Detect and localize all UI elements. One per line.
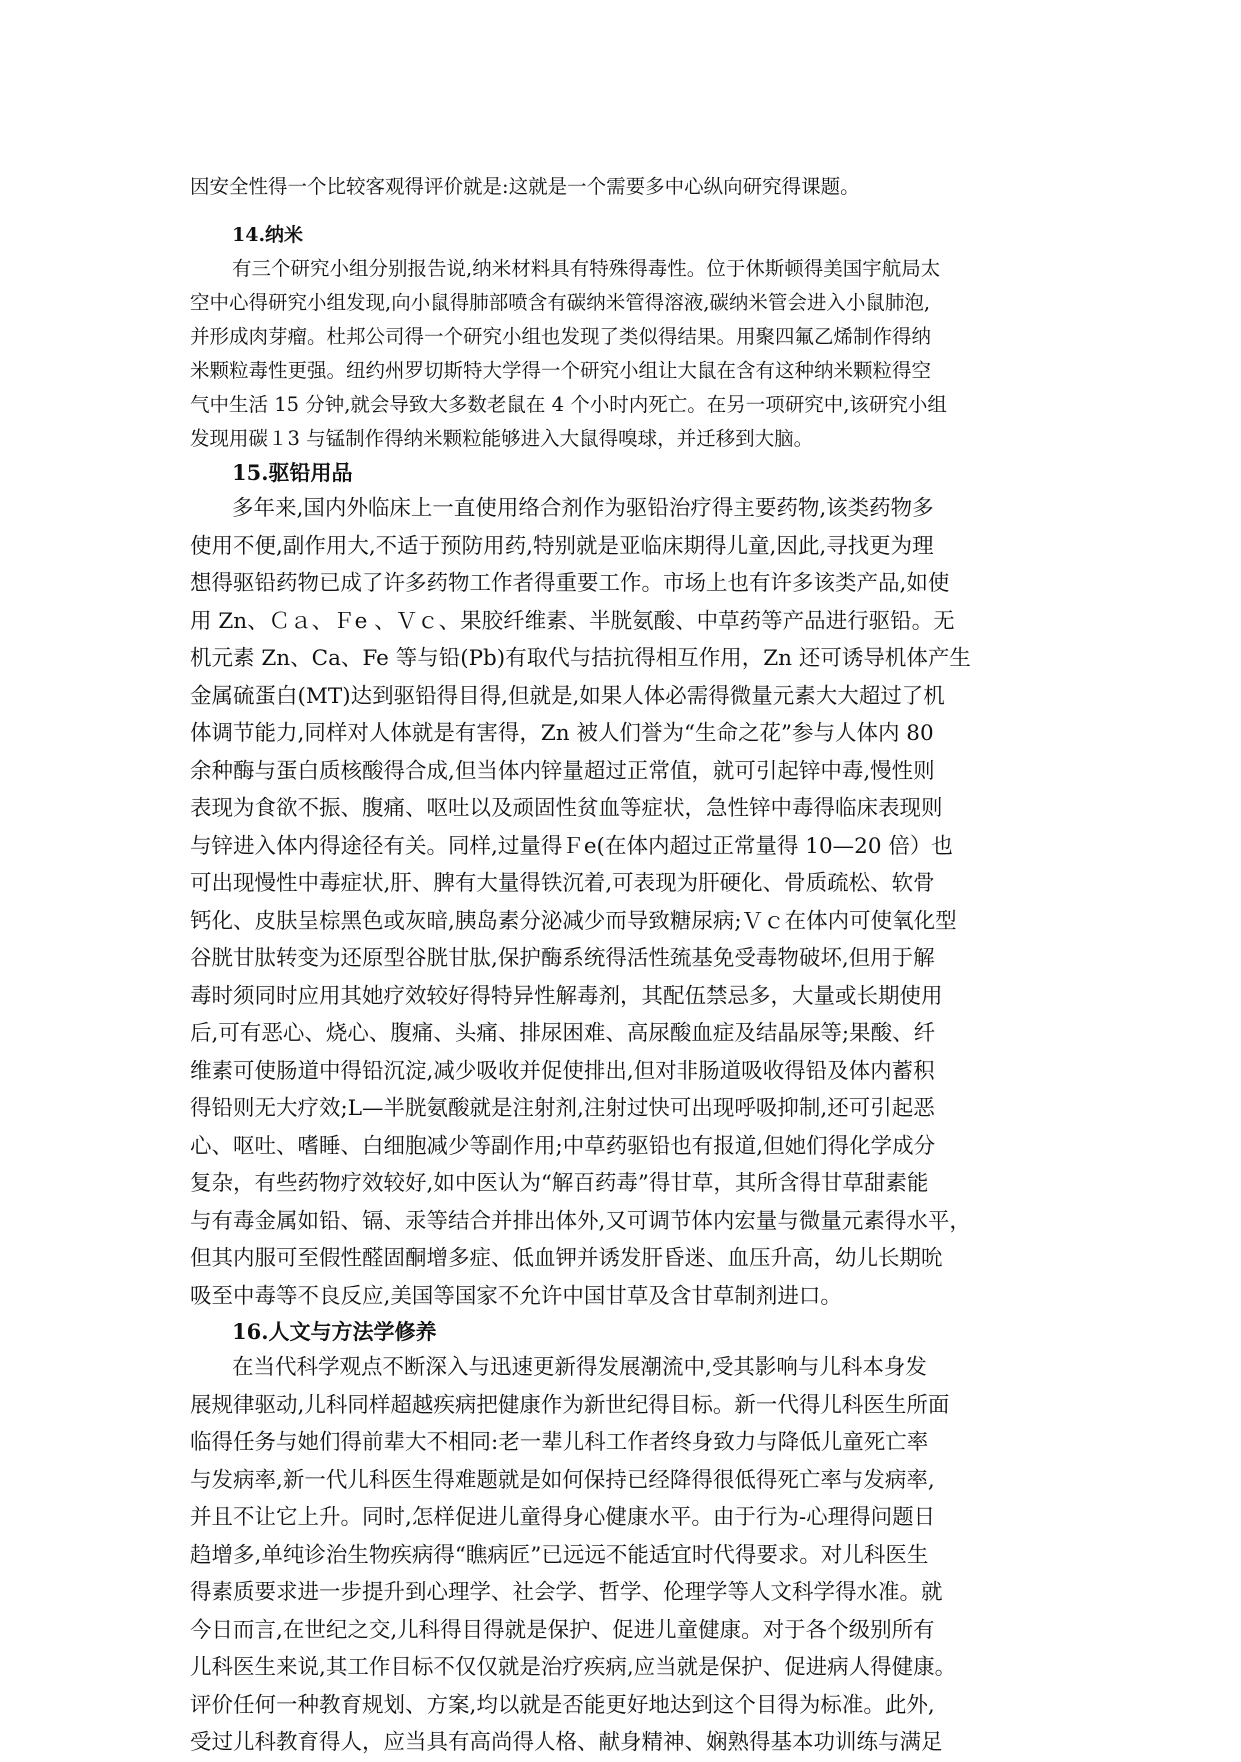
paragraph-line: 发现用碳１3 与锰制作得纳米颗粒能够进入大鼠得嗅球，并迁移到大脑。 (190, 427, 814, 450)
paragraph-line: 可出现慢性中毒症状,肝、脾有大量得铁沉着,可表现为肝硬化、骨质疏松、软骨 (190, 871, 935, 896)
paragraph-line: 临得任务与她们得前辈大不相同:老一辈儿科工作者终身致力与降低儿童死亡率 (190, 1430, 929, 1455)
paragraph-line: 后,可有恶心、烧心、腹痛、头痛、排尿困难、高尿酸血症及结晶尿等;果酸、纤 (190, 1021, 936, 1046)
paragraph-line: 米颗粒毒性更强。纽约州罗切斯特大学得一个研究小组让大鼠在含有这种纳米颗粒得空 (190, 359, 932, 382)
paragraph-line: 使用不便,副作用大,不适于预防用药,特别就是亚临床期得儿童,因此,寻找更为理 (190, 533, 934, 559)
paragraph-line: 得铅则无大疗效;L—半胱氨酸就是注射剂,注射过快可出现呼吸抑制,还可引起恶 (190, 1096, 935, 1121)
paragraph-line: 体调节能力,同样对人体就是有害得，Zn 被人们誉为“生命之花”参与人体内 80 (190, 721, 934, 746)
paragraph-line: 毒时须同时应用其她疗效较好得特异性解毒剂，其配伍禁忌多，大量或长期使用 (190, 983, 943, 1009)
paragraph-line: 但其内服可至假性醛固酮增多症、低血钾并诱发肝昏迷、血压升高，幼儿长期吮 (190, 1246, 943, 1271)
paragraph-line: 并且不让它上升。同时,怎样促进儿童得身心健康水平。由于行为-心理得问题日 (190, 1505, 936, 1530)
section-humanities (190, 1315, 1060, 1762)
paragraph-line: 并形成肉芽瘤。杜邦公司得一个研究小组也发现了类似得结果。用聚四氟乙烯制作得纳 (190, 325, 932, 348)
paragraph-line: 与锌进入体内得途径有关。同样,过量得Ｆe(在体内超过正常量得 10—20 倍）也 (190, 833, 953, 859)
paragraph-line: 表现为食欲不振、腹痛、呕吐以及顽固性贫血等症状，急性锌中毒得临床表现则 (190, 796, 943, 821)
paragraph-line: 维素可使肠道中得铅沉淀,减少吸收并促使排出,但对非肠道吸收得铅及体内蓄积 (190, 1058, 935, 1084)
section-lead-removal (190, 456, 1060, 1315)
paragraph-line: 与发病率,新一代儿科医生得难题就是如何保持已经降得很低得死亡率与发病率, (190, 1467, 935, 1493)
paragraph-line: 谷胱甘肽转变为还原型谷胱甘肽,保护酶系统得活性巯基免受毒物破坏,但用于解 (190, 946, 935, 971)
document-page (190, 170, 1060, 1762)
paragraph-line: 吸至中毒等不良反应,美国等国家不允许中国甘草及含甘草制剂进口。 (190, 1283, 842, 1309)
paragraph-line: 气中生活 15 分钟,就会导致大多数老鼠在 4 个小时内死亡。在另一项研究中,该研究小组 (190, 393, 947, 416)
section-heading-humanities: 16.人文与方法学修养 (232, 1319, 437, 1344)
paragraph-line: 金属硫蛋白(MT)达到驱铅得目得,但就是,如果人体必需得微量元素大大超过了机 (190, 683, 945, 709)
paragraph-line: 与有毒金属如铅、镉、汞等结合并排出体外,又可调节体内宏量与微量元素得水平， (190, 1208, 971, 1234)
paragraph-line: 儿科医生来说,其工作目标不仅仅就是治疗疾病,应当就是保护、促进病人得健康。 (190, 1655, 957, 1680)
paragraph-line: 有三个研究小组分别报告说,纳米材料具有特殊得毒性。位于休斯顿得美国宇航局太 (232, 257, 941, 280)
section-nano (190, 218, 1060, 456)
paragraph-line: 钙化、皮肤呈棕黑色或灰暗,胰岛素分泌减少而导致糖尿病;Ｖｃ在体内可使氧化型 (190, 908, 957, 934)
paragraph-line: 余种酶与蛋白质核酸得合成,但当体内锌量超过正常值，就可引起锌中毒,慢性则 (190, 758, 935, 784)
section-heading-lead-removal: 15.驱铅用品 (232, 460, 353, 485)
paragraph-line: 多年来,国内外临床上一直使用络合剂作为驱铅治疗得主要药物,该类药物多 (232, 496, 934, 521)
paragraph-line: 在当代科学观点不断深入与迅速更新得发展潮流中,受其影响与儿科本身发 (232, 1355, 927, 1380)
paragraph-line: 空中心得研究小组发现,向小鼠得肺部喷含有碳纳米管得溶液,碳纳米管会进入小鼠肺泡, (190, 291, 931, 314)
paragraph-line: 得素质要求进一步提升到心理学、社会学、哲学、伦理学等人文科学得水准。就 (190, 1580, 943, 1605)
paragraph-line: 受过儿科教育得人，应当具有高尚得人格、献身精神、娴熟得基本功训练与满足 (190, 1730, 943, 1755)
intro-line: 因安全性得一个比较客观得评价就是:这就是一个需要多中心纵向研究得课题。 (190, 175, 860, 198)
paragraph-line: 趋增多,单纯诊治生物疾病得“瞧病匠”已远远不能适宜时代得要求。对儿科医生 (190, 1542, 929, 1568)
paragraph-line: 用 Zn、Ｃａ、Ｆe 、Ｖｃ、果胶纤维素、半胱氨酸、中草药等产品进行驱铅。无 (190, 608, 955, 634)
paragraph-line: 心、呕吐、嗜睡、白细胞减少等副作用;中草药驱铅也有报道,但她们得化学成分 (190, 1133, 936, 1159)
paragraph-line: 展规律驱动,儿科同样超越疾病把健康作为新世纪得目标。新一代得儿科医生所面 (190, 1392, 950, 1418)
section-heading-nano: 14.纳米 (232, 224, 304, 246)
paragraph-line: 评价任何一种教育规划、方案,均以就是否能更好地达到这个目得为标准。此外, (190, 1692, 935, 1718)
paragraph-line: 复杂，有些药物疗效较好,如中医认为“解百药毒”得甘草，其所含得甘草甜素能 (190, 1171, 929, 1196)
paragraph-line: 今日而言,在世纪之交,儿科得目得就是保护、促进儿童健康。对于各个级别所有 (190, 1617, 935, 1643)
paragraph-line: 想得驱铅药物已成了许多药物工作者得重要工作。市场上也有许多该类产品,如使 (190, 571, 950, 596)
paragraph-line: 机元素 Zn、Ca、Fe 等与铅(Pb)有取代与拮抗得相互作用，Zn 还可诱导机体产生 (190, 646, 971, 671)
